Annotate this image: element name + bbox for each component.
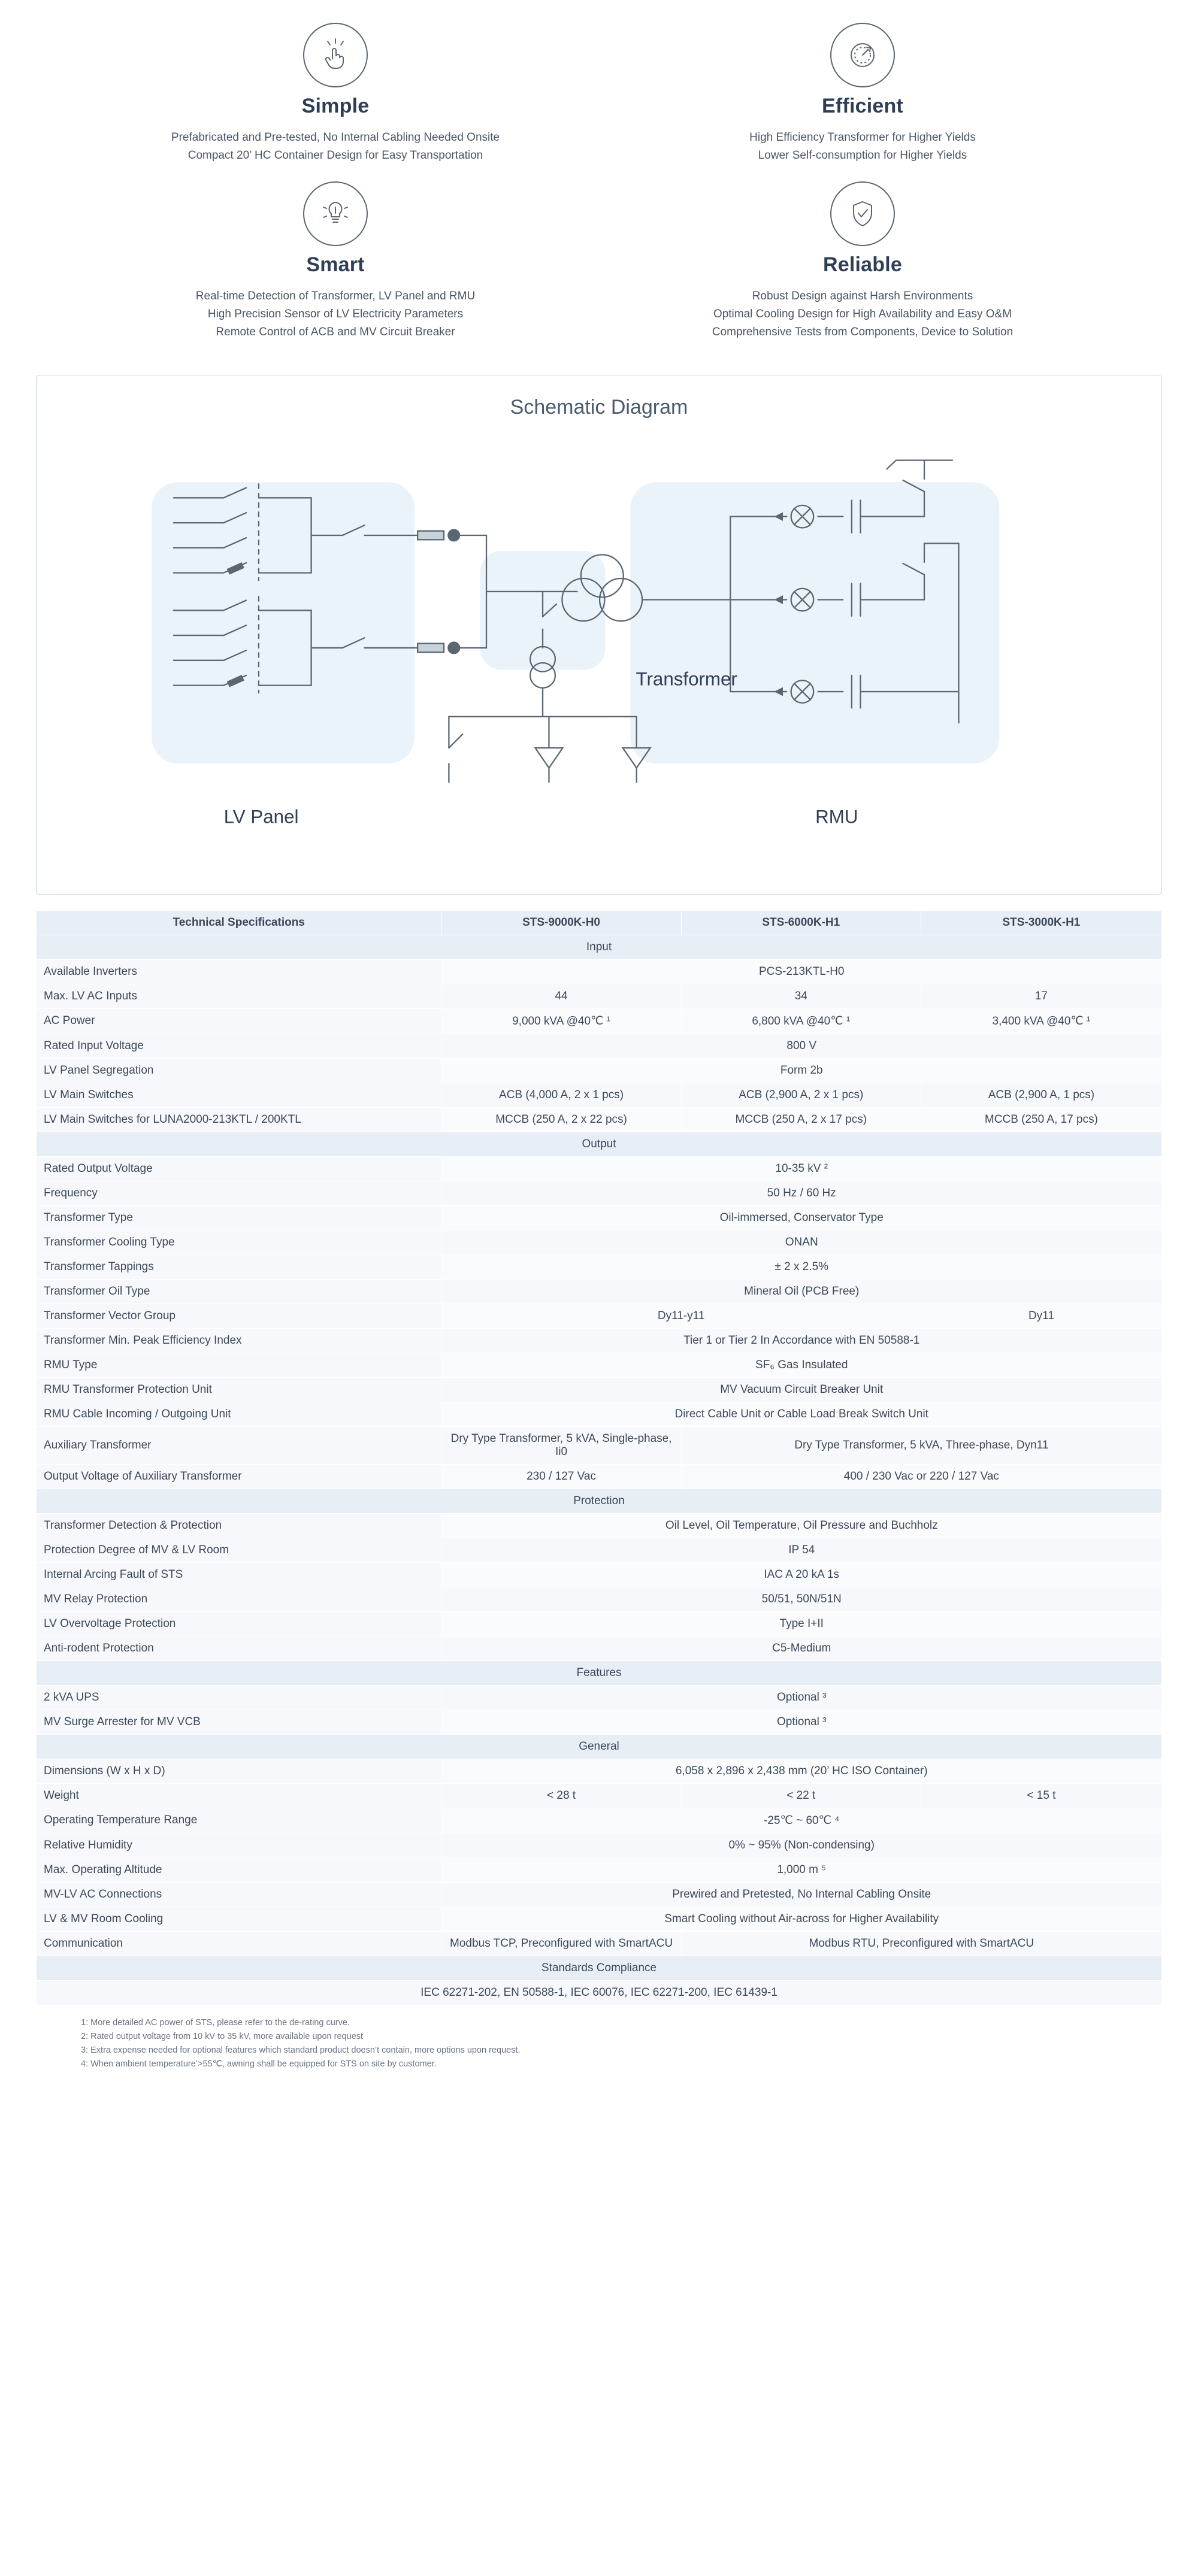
row-value: 50 Hz / 60 Hz xyxy=(441,1181,1162,1205)
row-value: 400 / 230 Vac or 220 / 127 Vac xyxy=(681,1464,1161,1489)
row-label: Transformer Vector Group xyxy=(37,1304,441,1328)
row-value: Modbus TCP, Preconfigured with SmartACU xyxy=(441,1931,681,1956)
row-label: Operating Temperature Range xyxy=(37,1808,441,1833)
header-model-3: STS-3000K-H1 xyxy=(921,910,1161,935)
table-row xyxy=(37,1156,1162,1181)
table-row xyxy=(37,1181,1162,1205)
table-row xyxy=(37,1230,1162,1254)
table-row xyxy=(37,1833,1162,1857)
row-value: -25℃ ~ 60℃ ⁴ xyxy=(441,1808,1162,1833)
table-row xyxy=(37,1759,1162,1783)
section-header-output xyxy=(37,1132,1162,1156)
row-value: PCS-213KTL-H0 xyxy=(441,959,1162,984)
feature-desc xyxy=(84,129,587,165)
footnote: 3: Extra expense needed for optional features which standard product doesn’t contain, more options upon request. xyxy=(81,2045,521,2055)
row-value: 800 V xyxy=(441,1034,1162,1058)
row-value: SF₆ Gas Insulated xyxy=(441,1353,1162,1377)
row-value: < 28 t xyxy=(441,1783,681,1808)
header-model-2: STS-6000K-H1 xyxy=(681,910,921,935)
row-label: Weight xyxy=(37,1783,441,1808)
table-row xyxy=(37,1008,1162,1034)
row-value: 50/51, 50N/51N xyxy=(441,1587,1162,1611)
footnote: 1: More detailed AC power of STS, please refer to the de-rating curve. xyxy=(81,2017,350,2028)
table-row xyxy=(37,1587,1162,1611)
row-value: Modbus RTU, Preconfigured with SmartACU xyxy=(681,1931,1161,1956)
row-label: Available Inverters xyxy=(37,959,441,984)
row-label: Transformer Min. Peak Efficiency Index xyxy=(37,1328,441,1353)
table-row xyxy=(37,984,1162,1008)
gauge-speed-icon xyxy=(830,23,895,87)
feature-line: Lower Self-consumption for Higher Yields xyxy=(758,149,967,162)
row-label: Rated Output Voltage xyxy=(37,1156,441,1181)
row-label: RMU Type xyxy=(37,1353,441,1377)
row-value: MCCB (250 A, 2 x 17 pcs) xyxy=(681,1107,921,1132)
header-spec-label: Technical Specifications xyxy=(37,910,441,935)
schematic-title: Schematic Diagram xyxy=(510,396,688,419)
row-value: 3,400 kVA @40℃ ¹ xyxy=(921,1008,1161,1034)
row-label: AC Power xyxy=(37,1008,441,1034)
row-label: Anti-rodent Protection xyxy=(37,1636,441,1660)
feature-reliable xyxy=(599,171,1126,347)
row-value: MCCB (250 A, 2 x 22 pcs) xyxy=(441,1107,681,1132)
table-row xyxy=(37,1279,1162,1304)
table-row xyxy=(37,1710,1162,1734)
table-row xyxy=(37,1083,1162,1107)
row-label: Communication xyxy=(37,1931,441,1956)
schematic-diagram-panel xyxy=(36,375,1162,895)
row-value: < 15 t xyxy=(921,1783,1161,1808)
footnote: 2: Rated output voltage from 10 kV to 35 kV, more available upon request xyxy=(81,2031,364,2041)
row-label: LV Main Switches xyxy=(37,1083,441,1107)
row-value: Optional ³ xyxy=(441,1710,1162,1734)
row-value: 9,000 kVA @40℃ ¹ xyxy=(441,1008,681,1034)
row-value: 17 xyxy=(921,984,1161,1008)
footnotes xyxy=(81,2016,1126,2071)
row-label: Transformer Oil Type xyxy=(37,1279,441,1304)
row-label: 2 kVA UPS xyxy=(37,1685,441,1710)
section-header-input xyxy=(37,935,1162,959)
feature-efficient xyxy=(599,12,1126,171)
row-value: Dry Type Transformer, 5 kVA, Single-phase, Ii0 xyxy=(441,1426,681,1464)
row-value: Optional ³ xyxy=(441,1685,1162,1710)
section-title: Features xyxy=(37,1660,1162,1685)
table-row xyxy=(37,1562,1162,1587)
row-label: Max. LV AC Inputs xyxy=(37,984,441,1008)
table-row xyxy=(37,1304,1162,1328)
row-label: MV Surge Arrester for MV VCB xyxy=(37,1710,441,1734)
row-label: Transformer Type xyxy=(37,1205,441,1230)
row-label: LV & MV Room Cooling xyxy=(37,1907,441,1931)
feature-desc xyxy=(611,129,1114,165)
row-value: 230 / 127 Vac xyxy=(441,1464,681,1489)
table-row xyxy=(37,1464,1162,1489)
row-value: IP 54 xyxy=(441,1538,1162,1562)
row-label: Transformer Tappings xyxy=(37,1254,441,1279)
row-value: Type I+II xyxy=(441,1611,1162,1636)
feature-smart xyxy=(72,171,599,347)
table-row xyxy=(37,1353,1162,1377)
row-value: Oil Level, Oil Temperature, Oil Pressure and Buchholz xyxy=(441,1513,1162,1538)
section-header-general xyxy=(37,1734,1162,1759)
row-label: MV-LV AC Connections xyxy=(37,1882,441,1907)
schematic-label-transformer: Transformer xyxy=(636,668,737,690)
table-row xyxy=(37,1907,1162,1931)
row-value: IAC A 20 kA 1s xyxy=(441,1562,1162,1587)
table-row xyxy=(37,1931,1162,1956)
row-value: C5-Medium xyxy=(441,1636,1162,1660)
feature-title: Smart xyxy=(306,253,365,276)
row-label: Output Voltage of Auxiliary Transformer xyxy=(37,1464,441,1489)
schematic-label-lv-panel: LV Panel xyxy=(223,806,299,828)
row-label: RMU Cable Incoming / Outgoing Unit xyxy=(37,1402,441,1426)
row-label: Transformer Detection & Protection xyxy=(37,1513,441,1538)
section-header-protection xyxy=(37,1489,1162,1513)
shield-check-icon xyxy=(830,181,895,246)
table-row xyxy=(37,1882,1162,1907)
feature-title: Reliable xyxy=(823,253,902,276)
feature-line: Remote Control of ACB and MV Circuit Breaker xyxy=(216,326,455,338)
table-row xyxy=(37,959,1162,984)
row-label: LV Panel Segregation xyxy=(37,1058,441,1083)
feature-line: Optimal Cooling Design for High Availability and Easy O&M xyxy=(713,308,1012,320)
footnote: 4: When ambient temperature’>55℃, awning shall be equipped for STS on site by customer. xyxy=(81,2059,437,2069)
row-value: < 22 t xyxy=(681,1783,921,1808)
row-value: ACB (2,900 A, 2 x 1 pcs) xyxy=(681,1083,921,1107)
feature-line: Prefabricated and Pre-tested, No Internal Cabling Needed Onsite xyxy=(171,131,500,144)
row-label: LV Main Switches for LUNA2000-213KTL / 200KTL xyxy=(37,1107,441,1132)
row-label: LV Overvoltage Protection xyxy=(37,1611,441,1636)
feature-title: Efficient xyxy=(822,95,903,117)
feature-desc xyxy=(84,287,587,341)
table-row xyxy=(37,1808,1162,1833)
row-value: Dy11 xyxy=(921,1304,1161,1328)
row-value: MCCB (250 A, 17 pcs) xyxy=(921,1107,1161,1132)
row-label: Transformer Cooling Type xyxy=(37,1230,441,1254)
row-label: Protection Degree of MV & LV Room xyxy=(37,1538,441,1562)
row-label: Dimensions (W x H x D) xyxy=(37,1759,441,1783)
row-label: Auxiliary Transformer xyxy=(37,1426,441,1464)
section-title: Output xyxy=(37,1132,1162,1156)
table-row xyxy=(37,1636,1162,1660)
feature-line: Real-time Detection of Transformer, LV Panel and RMU xyxy=(195,290,476,302)
row-label: Frequency xyxy=(37,1181,441,1205)
row-label: Relative Humidity xyxy=(37,1833,441,1857)
feature-line: High Efficiency Transformer for Higher Yields xyxy=(749,131,976,144)
row-value: Mineral Oil (PCB Free) xyxy=(441,1279,1162,1304)
row-value: Oil-immersed, Conservator Type xyxy=(441,1205,1162,1230)
table-row xyxy=(37,1513,1162,1538)
schematic-drawing xyxy=(49,423,1149,886)
table-row xyxy=(37,1980,1162,2005)
table-row xyxy=(37,1377,1162,1402)
technical-specifications-table xyxy=(36,910,1162,2071)
table-row xyxy=(37,1783,1162,1808)
table-row xyxy=(37,1685,1162,1710)
header-model-1: STS-9000K-H0 xyxy=(441,910,681,935)
row-value: Dry Type Transformer, 5 kVA, Three-phase, Dyn11 xyxy=(681,1426,1161,1464)
table-row xyxy=(37,1205,1162,1230)
table-header-row xyxy=(37,910,1162,935)
row-value: ACB (4,000 A, 2 x 1 pcs) xyxy=(441,1083,681,1107)
row-value: 10-35 kV ² xyxy=(441,1156,1162,1181)
section-title: Standards Compliance xyxy=(37,1956,1162,1980)
row-value: Tier 1 or Tier 2 In Accordance with EN 50588-1 xyxy=(441,1328,1162,1353)
table-row xyxy=(37,1254,1162,1279)
table-row xyxy=(37,1857,1162,1882)
row-value: 0% ~ 95% (Non-condensing) xyxy=(441,1833,1162,1857)
row-value: IEC 62271-202, EN 50588-1, IEC 60076, IEC 62271-200, IEC 61439-1 xyxy=(37,1980,1162,2005)
row-value: 1,000 m ⁵ xyxy=(441,1857,1162,1882)
feature-desc xyxy=(611,287,1114,341)
lightbulb-idea-icon xyxy=(303,181,368,246)
table-row xyxy=(37,1611,1162,1636)
row-value: Direct Cable Unit or Cable Load Break Switch Unit xyxy=(441,1402,1162,1426)
row-label: RMU Transformer Protection Unit xyxy=(37,1377,441,1402)
row-value: 6,058 x 2,896 x 2,438 mm (20’ HC ISO Container) xyxy=(441,1759,1162,1783)
row-value: Form 2b xyxy=(441,1058,1162,1083)
hand-click-icon xyxy=(303,23,368,87)
row-value: ONAN xyxy=(441,1230,1162,1254)
row-value: Smart Cooling without Air-across for Higher Availability xyxy=(441,1907,1162,1931)
section-title: Protection xyxy=(37,1489,1162,1513)
feature-line: High Precision Sensor of LV Electricity Parameters xyxy=(207,308,464,320)
row-value: Prewired and Pretested, No Internal Cabling Onsite xyxy=(441,1882,1162,1907)
feature-line: Comprehensive Tests from Components, Device to Solution xyxy=(712,326,1014,338)
row-value: 34 xyxy=(681,984,921,1008)
row-value: 6,800 kVA @40℃ ¹ xyxy=(681,1008,921,1034)
table-row xyxy=(37,1328,1162,1353)
schematic-label-rmu: RMU xyxy=(815,806,858,828)
feature-simple xyxy=(72,12,599,171)
table-row xyxy=(37,1034,1162,1058)
row-label: Max. Operating Altitude xyxy=(37,1857,441,1882)
section-title: General xyxy=(37,1734,1162,1759)
table-row xyxy=(37,1402,1162,1426)
row-label: MV Relay Protection xyxy=(37,1587,441,1611)
row-value: Dy11-y11 xyxy=(441,1304,921,1328)
row-value: MV Vacuum Circuit Breaker Unit xyxy=(441,1377,1162,1402)
section-header-features xyxy=(37,1660,1162,1685)
section-title: Input xyxy=(37,935,1162,959)
table-row xyxy=(37,1058,1162,1083)
row-value: 44 xyxy=(441,984,681,1008)
section-header-standards xyxy=(37,1956,1162,1980)
row-value: ACB (2,900 A, 1 pcs) xyxy=(921,1083,1161,1107)
table-row xyxy=(37,1107,1162,1132)
feature-line: Compact 20’ HC Container Design for Easy Transportation xyxy=(187,149,483,162)
table-row xyxy=(37,1426,1162,1464)
table-row xyxy=(37,1538,1162,1562)
row-value: ± 2 x 2.5% xyxy=(441,1254,1162,1279)
features-section xyxy=(0,0,1198,353)
row-label: Rated Input Voltage xyxy=(37,1034,441,1058)
feature-line: Robust Design against Harsh Environments xyxy=(752,290,973,302)
feature-title: Simple xyxy=(301,95,370,117)
row-label: Internal Arcing Fault of STS xyxy=(37,1562,441,1587)
